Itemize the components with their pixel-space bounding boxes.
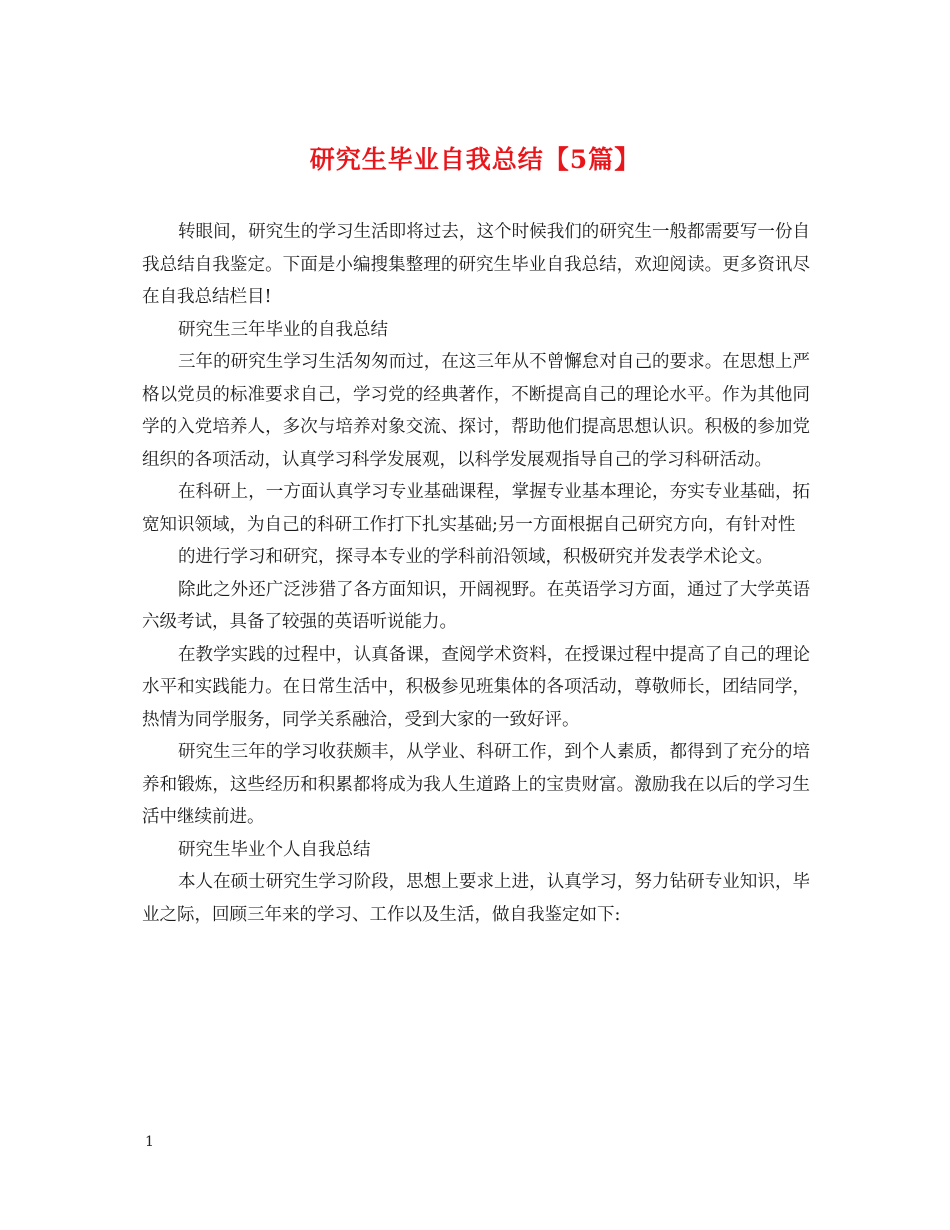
document-body bbox=[142, 216, 810, 931]
paragraph: 研究生三年的学习收获颇丰，从学业、科研工作，到个人素质，都得到了充分的培养和锻炼，这些经历和积累都将成为我人生道路上的宝贵财富。激励我在以后的学习生活中继续前进。 bbox=[142, 742, 810, 827]
page-number: 1 bbox=[145, 1134, 154, 1150]
paragraph: 三年的研究生学习生活匆匆而过，在这三年从不曾懈怠对自己的要求。在思想上严格以党员的标准要求自己，学习党的经典著作，不断提高自己的理论水平。作为其他同学的入党培养人，多次与培养对象交流、探讨，帮助他们提高思想认识。积极的参加党组织的各项活动，认真学习科学发展观，以科学发展观指导自己的学习科研活动。 bbox=[142, 352, 810, 470]
section-heading-2: 研究生毕业个人自我总结 bbox=[178, 839, 371, 860]
document-title: 研究生毕业自我总结【5篇】 bbox=[309, 145, 641, 174]
paragraph: 在教学实践的过程中，认真备课，查阅学术资料，在授课过程中提高了自己的理论水平和实践能力。在日常生活中，积极参见班集体的各项活动，尊敬师长，团结同学，热情为同学服务，同学关系融洽，受到大家的一致好评。 bbox=[142, 644, 810, 730]
section-heading-1: 研究生三年毕业的自我总结 bbox=[178, 319, 388, 340]
paragraph: 本人在硕士研究生学习阶段，思想上要求上进，认真学习，努力钻研专业知识，毕业之际，回顾三年来的学习、工作以及生活，做自我鉴定如下: bbox=[142, 872, 810, 925]
paragraph: 除此之外还广泛涉猎了各方面知识，开阔视野。在英语学习方面，通过了大学英语六级考试，具备了较强的英语听说能力。 bbox=[142, 579, 810, 632]
paragraph-intro: 转眼间，研究生的学习生活即将过去，这个时候我们的研究生一般都需要写一份自我总结自我鉴定。下面是小编搜集整理的研究生毕业自我总结，欢迎阅读。更多资讯尽在自我总结栏目! bbox=[142, 222, 810, 307]
paragraph: 的进行学习和研究，探寻本专业的学科前沿领域，积极研究并发表学术论文。 bbox=[178, 547, 773, 567]
paragraph: 在科研上，一方面认真学习专业基础课程，掌握专业基本理论，夯实专业基础，拓宽知识领域，为自己的科研工作打下扎实基础;另一方面根据自己研究方向，有针对性 bbox=[142, 482, 810, 535]
